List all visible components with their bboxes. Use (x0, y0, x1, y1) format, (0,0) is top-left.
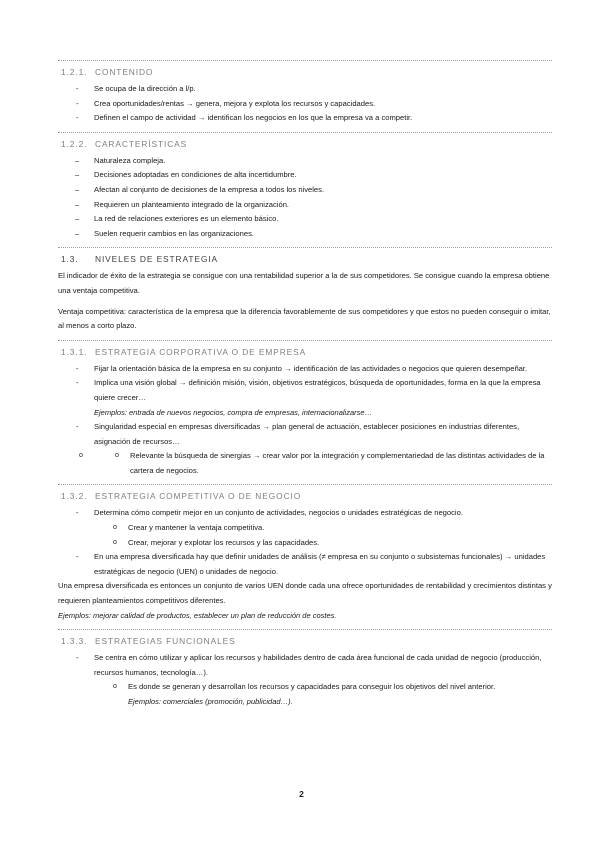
sub-list-item (58, 536, 552, 551)
heading-text: ESTRATEGIA COMPETITIVA O DE NEGOCIO (95, 491, 302, 502)
list-item: - Se centra en cómo utilizar y aplicar los recursos y habilidades dentro de cada área funcional de cada unidad de negocio (producción, recursos humanos, tecnología…). (58, 651, 552, 680)
section-heading-1-3-2 (58, 485, 552, 506)
list-item: - Determina cómo competir mejor en un conjunto de actividades, negocios o unidades estratégicas de negocio. (58, 506, 552, 521)
sub-list-item (60, 449, 552, 478)
example-text: Ejemplos: comerciales (promoción, publicidad…). (128, 697, 293, 706)
heading-number: 1.3. (61, 254, 79, 265)
sub-item-text: Crear y mantener la ventaja competitiva. (128, 523, 265, 533)
heading-number: 1.3.2. (61, 491, 88, 502)
list-item: – Afectan al conjunto de decisiones de la empresa a todos los niveles. (58, 183, 552, 198)
heading-number: 1.3.3. (61, 636, 88, 647)
section-heading-1-2-1 (58, 61, 552, 82)
list-item: – Decisiones adoptadas en condiciones de alta incertidumbre. (58, 168, 552, 183)
sub-item-text: Es donde se generan y desarrollan los recursos y capacidades para conseguir los objetivos del nivel anterior. (128, 682, 496, 692)
sub-list (58, 680, 552, 695)
example-text: Ejemplos: entrada de nuevos negocios, compra de empresas, internacionalizarse… (94, 407, 373, 417)
document-page (58, 60, 552, 710)
paragraph: Una empresa diversificada es entonces un conjunto de varios UEN donde cada una ofrece oportunidades de rentabilidad y crecimientos distintas y requieren planteamientos competitivos diferentes. (58, 581, 552, 606)
sub-list (58, 521, 552, 550)
bullet-list (58, 550, 552, 579)
paragraph: Ventaja competitiva: característica de la empresa que la diferencia favorablemente de sus competidores y que estos no pueden conseguir o imitar, al menos a corto plazo. (58, 306, 551, 331)
sub-list-item (58, 680, 552, 695)
bullet-list (58, 651, 552, 680)
sub-item-text: Relevante la búsqueda de sinergias → crear valor por la integración y complementariedad de las distintas actividades de la cartera de negocios. (130, 451, 545, 475)
section-heading-1-2-2 (58, 133, 552, 154)
heading-text: ESTRATEGIAS FUNCIONALES (95, 636, 236, 647)
bullet-list (58, 420, 552, 449)
example-text: Ejemplos: mejorar calidad de productos, establecer un plan de reducción de costes. (58, 610, 337, 620)
circle-bullet-icon: o o (115, 452, 119, 460)
circle-bullet-icon: o (113, 538, 117, 546)
heading-text: ESTRATEGIA CORPORATIVA O DE EMPRESA (95, 346, 307, 357)
heading-text: CARACTERÍSTICAS (95, 138, 188, 149)
heading-number: 1.3.1. (61, 346, 88, 357)
sub-list (60, 449, 552, 478)
sub-item-text: Crear, mejorar y explotar los recursos y las capacidades. (128, 537, 320, 547)
paragraph: El indicador de éxito de la estrategia se consigue con una rentabilidad superior a la de sus competidores. Se consigue cuando la empresa obtiene una ventaja competitiva. (58, 271, 550, 295)
section-heading-1-3-3 (58, 630, 552, 651)
bullet-list (58, 506, 552, 521)
heading-number: 1.2.1. (61, 67, 88, 77)
heading-number: 1.2.2. (61, 138, 88, 149)
list-item: – Naturaleza compleja. (58, 154, 552, 169)
bullet-list (58, 82, 552, 126)
list-item: - Implica una visión global → definición misión, visión, objetivos estratégicos, búsqueda de oportunidades, forma en la que la empresa quiere crecer… (58, 376, 552, 405)
list-item: – La red de relaciones exteriores es un elemento básico. (58, 212, 552, 227)
heading-text: NIVELES DE ESTRATEGIA (95, 254, 218, 265)
list-item: - En una empresa diversificada hay que definir unidades de análisis (≠ empresa en su conjunto o subsistemas funcionales) → unidades estratégicas de negocio (UEN) o unidades de negocio. (58, 550, 552, 579)
circle-bullet-icon: o (113, 683, 117, 691)
circle-bullet-icon: o (113, 524, 117, 532)
section-heading-1-3 (58, 248, 552, 269)
list-item: - Definen el campo de actividad → identifican los negocios en los que la empresa va a competir. (58, 111, 552, 126)
section-heading-1-3-1 (58, 341, 552, 362)
sub-list-item (58, 521, 552, 536)
bullet-list (58, 362, 552, 406)
list-item: – Requieren un planteamiento integrado de la organización. (58, 198, 552, 213)
list-item: - Crea oportunidades/rentas → genera, mejora y explota los recursos y capacidades. (58, 97, 552, 112)
heading-text: CONTENIDO (95, 67, 154, 77)
dash-list (58, 154, 552, 242)
page-number: 2 (299, 789, 304, 799)
list-item: – Suelen requerir cambios en las organizaciones. (58, 227, 552, 242)
list-item: - Fijar la orientación básica de la empresa en su conjunto → identificación de las actividades o negocios que quieren desempeñar. (58, 362, 552, 377)
list-item: - Singularidad especial en empresas diversificadas → plan general de actuación, establecer posiciones en industrias diferentes, asignación de recursos… (58, 420, 552, 449)
list-item: - Se ocupa de la dirección a l/p. (58, 82, 552, 97)
